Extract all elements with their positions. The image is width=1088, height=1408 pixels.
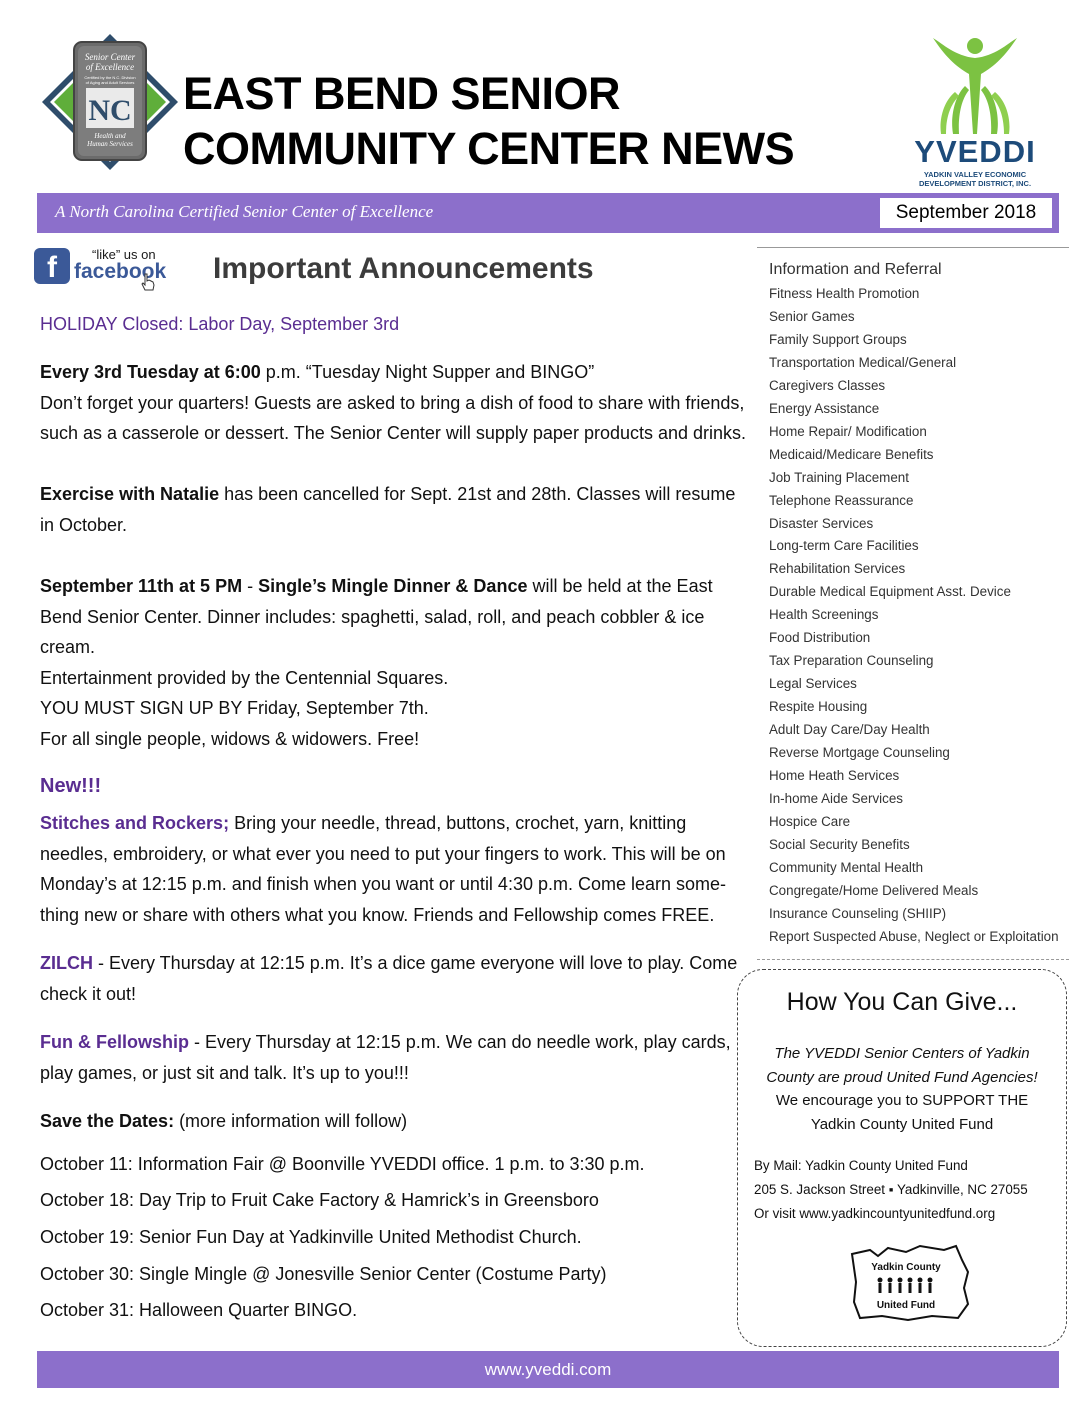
give-website[interactable]: Or visit www.yadkincountyunitedfund.org [754,1206,996,1221]
supper-bold: Every 3rd Tuesday at 6:00 [40,362,261,382]
give-italic-2: County are proud United Fund Agencies! [766,1069,1038,1086]
save-dates-heading [40,1106,407,1137]
stitches-rest: Bring your needle, thread, buttons, crochet, yarn, knitting [229,813,687,833]
seal-nc: NC [88,94,132,127]
exercise-line-2: in October. [40,515,128,535]
date-item-4: October 30: Single Mingle @ Jonesville Senior Center (Costume Party) [40,1264,607,1284]
list-item: Congregate/Home Delivered Meals [769,882,979,898]
list-item: Respite Housing [769,699,868,715]
stitches-line-3: Monday’s at 12:15 p.m. and finish when you want or until 4:30 p.m. Come learn some- [40,874,727,894]
save-bold: Save the Dates: [40,1111,175,1131]
seal-text-7: Human Services [87,140,133,148]
sidebar-heading: Information and Referral [769,261,942,278]
mingle-line-1 [40,571,713,602]
list-item: Telephone Reassurance [769,492,914,508]
united-fund-logo-text-1: Yadkin County [871,1262,941,1273]
list-item: Report Suspected Abuse, Neglect or Exploitation [769,928,1059,944]
yveddi-name: YVEDDI [914,134,1036,169]
united-fund-logo-text-2: United Fund [876,1300,936,1311]
exercise-line-1 [40,479,735,510]
fun-line-2: play games, or just sit and talk. It’s up to you!!! [40,1063,409,1083]
facebook-like-badge[interactable] [34,245,176,293]
newsletter-title [183,66,794,176]
title-line-1: EAST BEND SENIOR [183,68,621,119]
sidebar-divider-dashed [757,959,1069,960]
list-item: In-home Aide Services [769,790,903,806]
supper-line-2: Don’t forget your quarters! Guests are asked to bring a dish of food to share with friends, [40,393,745,413]
fun-rest: - Every Thursday at 12:15 p.m. We can do needle work, play cards, [189,1032,731,1052]
list-item: Fitness Health Promotion [769,286,920,301]
fun-line-1 [40,1027,731,1058]
supper-line-1 [40,357,594,388]
exercise-rest: has been cancelled for Sept. 21st and 28th. Classes will resume [219,484,736,504]
new-heading: New!!! [40,775,102,797]
list-item: Adult Day Care/Day Health [769,722,930,738]
holiday-notice: HOLIDAY Closed: Labor Day, September 3rd [40,314,400,334]
yveddi-subtitle-2: DEVELOPMENT DISTRICT, INC. [918,179,1032,188]
list-item: Family Support Groups [769,331,907,347]
list-item: Senior Games [769,308,855,324]
mingle-line-6: For all single people, widows & widowers. Free! [40,729,420,749]
list-item: Food Distribution [769,630,871,646]
yveddi-logo [905,36,1045,186]
list-item: Home Heath Services [769,768,900,784]
fun-title: Fun & Fellowship [40,1032,189,1052]
give-mail-1: By Mail: Yadkin County United Fund [754,1158,968,1173]
seal-text-1: Senior Center [84,52,136,62]
list-item: Long-term Care Facilities [769,538,919,554]
seal-text-4: of Aging and Adult Services [85,80,135,85]
referral-list [769,283,1059,949]
pointer-hand-icon [140,273,156,291]
yveddi-subtitle-1: YADKIN VALLEY ECONOMIC [923,170,1027,179]
list-item: Social Security Benefits [769,836,910,852]
list-item: Disaster Services [769,515,874,531]
mingle-line-2: Bend Senior Center. Dinner includes: spaghetti, salad, roll, and peach cobbler & ice [40,607,705,627]
stitches-line-4: thing new or share with others what you know. Friends and Fellowship comes FREE. [40,905,715,925]
stitches-line-2: needles, embroidery, or what ever you need to put your fingers to work. This will be on [40,844,726,864]
stitches-title: Stitches and Rockers; [40,813,230,833]
united-fund-logo [848,1242,978,1322]
date-item-3: October 19: Senior Fun Day at Yadkinville United Methodist Church. [40,1227,582,1247]
mingle-bold-2: Single’s Mingle Dinner & Dance [258,576,528,596]
list-item: Reverse Mortgage Counseling [769,745,950,761]
facebook-like-text: “like” us on [92,247,156,262]
list-item: Community Mental Health [769,859,924,875]
footer-band [37,1351,1059,1388]
mingle-mid: - [242,576,259,596]
give-italic-1: The YVEDDI Senior Centers of Yadkin [774,1045,1030,1062]
date-item-1: October 11: Information Fair @ Boonville YVEDDI office. 1 p.m. to 3:30 p.m. [40,1154,645,1174]
supper-line-3: such as a casserole or dessert. The Senior Center will supply paper products and drinks. [40,423,747,443]
give-mail-2: 205 S. Jackson Street ▪ Yadkinville, NC 27055 [754,1182,1028,1197]
list-item: Job Training Placement [769,469,909,485]
yveddi-figure-icon [925,36,1025,136]
how-you-can-give-box [737,969,1067,1347]
announcements-heading: Important Announcements [213,252,594,285]
footer-website-link[interactable]: www.yveddi.com [484,1360,612,1379]
issue-date: September 2018 [880,198,1052,228]
seal-text-3: Certified by the N.C. Division [84,75,136,80]
give-line-4: Yadkin County United Fund [810,1116,994,1133]
date-item-5: October 31: Halloween Quarter BINGO. [40,1300,358,1320]
zilch-line-1 [40,948,737,979]
list-item: Rehabilitation Services [769,561,906,577]
exercise-bold: Exercise with Natalie [40,484,220,504]
list-item: Hospice Care [769,813,851,829]
list-item: Tax Preparation Counseling [769,653,934,669]
mingle-line-3: cream. [40,637,96,657]
date-item-2: October 18: Day Trip to Fruit Cake Factory & Hamrick’s in Greensboro [40,1190,599,1210]
title-line-2: COMMUNITY CENTER NEWS [183,123,795,174]
list-item: Home Repair/ Modification [769,423,927,439]
list-item: Transportation Medical/General [769,354,957,370]
save-rest: (more information will follow) [174,1111,408,1131]
tagline: A North Carolina Certified Senior Center of Excellence [55,202,434,221]
sidebar-divider-top [757,247,1069,248]
facebook-wordmark: facebook [74,260,167,283]
list-item: Insurance Counseling (SHIIP) [769,905,947,921]
mingle-line-5: YOU MUST SIGN UP BY Friday, September 7th. [40,698,429,718]
facebook-icon: f [34,248,70,284]
list-item: Energy Assistance [769,400,880,416]
list-item: Caregivers Classes [769,377,886,393]
mingle-bold-1: September 11th at 5 PM [40,576,243,596]
list-item: Medicaid/Medicare Benefits [769,446,934,462]
list-item: Durable Medical Equipment Asst. Device [769,584,1011,600]
senior-center-excellence-seal [40,32,180,172]
seal-text-2: of Excellence [85,62,135,72]
mingle-rest: will be held at the East [527,576,713,596]
seal-text-6: Health and [94,132,126,140]
zilch-title: ZILCH [40,953,93,973]
list-item: Legal Services [769,676,857,692]
tagline-band [37,193,1059,233]
yveddi-subtitle [905,170,1045,188]
mingle-line-4: Entertainment provided by the Centennial Squares. [40,668,449,688]
list-item: Health Screenings [769,607,879,623]
zilch-rest: - Every Thursday at 12:15 p.m. It’s a dice game everyone will love to play. Come [93,953,738,973]
give-line-3: We encourage you to SUPPORT THE [775,1092,1029,1109]
give-title: How You Can Give... [786,988,1018,1016]
supper-rest: p.m. “Tuesday Night Supper and BINGO” [260,362,595,382]
zilch-line-2: check it out! [40,984,137,1004]
stitches-line-1 [40,808,686,839]
